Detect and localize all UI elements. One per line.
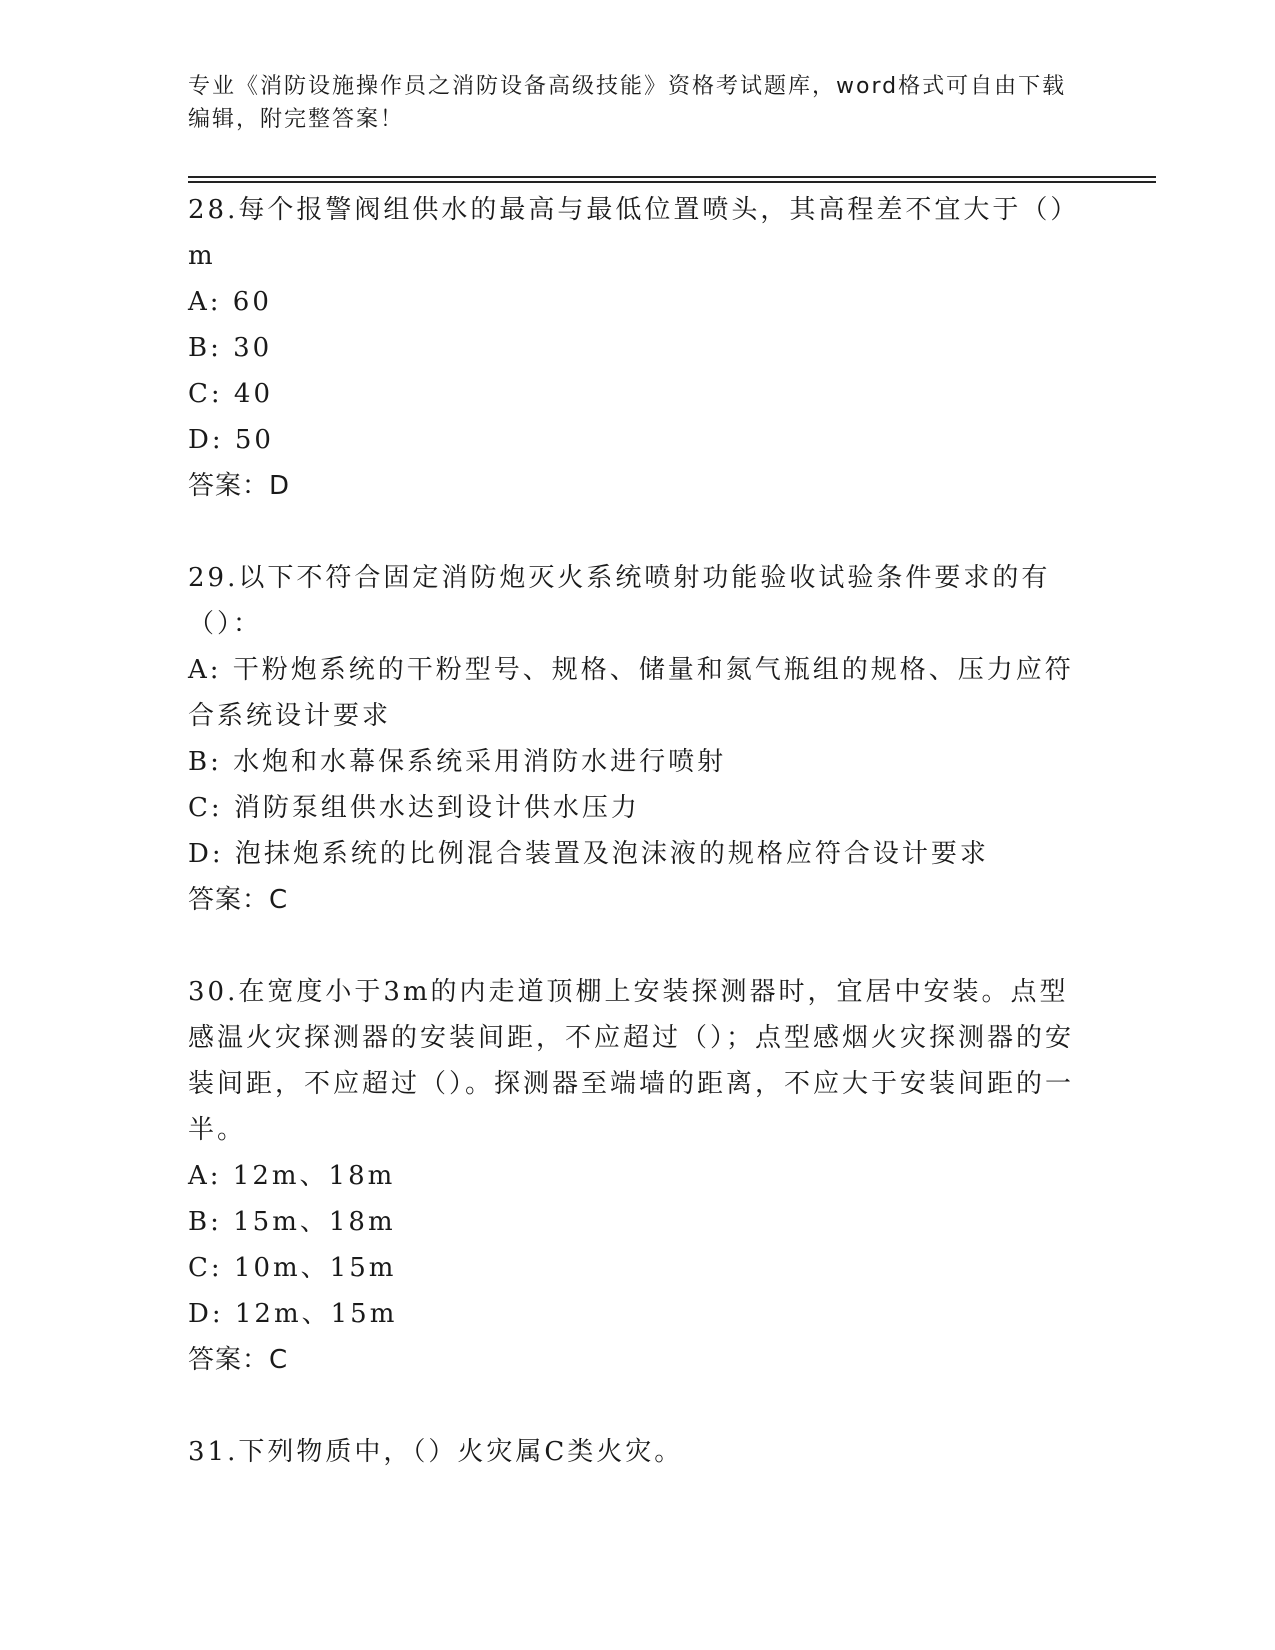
- document-header: 专业《消防设施操作员之消防设备高级技能》资格考试题库，word格式可自由下载编辑，附完整答案！: [188, 74, 1067, 132]
- question-list: [188, 187, 1088, 1521]
- option-b: B: 30: [188, 333, 273, 363]
- option-d: D: 12m、15m: [188, 1299, 398, 1329]
- question-30: [188, 969, 1088, 1383]
- option-c: C: 40: [188, 379, 274, 409]
- question-text: 28.每个报警阀组供水的最高与最低位置喷头，其高程差不宜大于（）m: [188, 195, 1080, 271]
- question-text: 30.在宽度小于3m的内走道顶棚上安装探测器时，宜居中安装。点型感温火灾探测器的安装间距，不应超过（）；点型感烟火灾探测器的安装间距，不应超过（）。探测器至端墙的距离，不应大于安装间距的一半。: [188, 977, 1075, 1145]
- option-d: D: 泡抹炮系统的比例混合装置及泡沫液的规格应符合设计要求: [188, 839, 989, 869]
- header-divider-top: [188, 176, 1156, 178]
- question-29: [188, 555, 1088, 923]
- option-d: D: 50: [188, 425, 274, 455]
- option-a: A: 干粉炮系统的干粉型号、规格、储量和氮气瓶组的规格、压力应符合系统设计要求: [188, 655, 1074, 731]
- header-divider-bottom: [188, 181, 1156, 183]
- question-31: [188, 1429, 1088, 1475]
- answer: 答案：C: [188, 1345, 289, 1375]
- answer: 答案：D: [188, 471, 291, 501]
- option-a: A: 12m、18m: [188, 1161, 396, 1191]
- option-b: B: 15m、18m: [188, 1207, 396, 1237]
- question-text: 29.以下不符合固定消防炮灭火系统喷射功能验收试验条件要求的有（）：: [188, 563, 1051, 639]
- answer: 答案：C: [188, 885, 289, 915]
- option-a: A: 60: [188, 287, 272, 317]
- question-text: 31.下列物质中，（）火灾属C类火灾。: [188, 1437, 684, 1467]
- option-c: C: 消防泵组供水达到设计供水压力: [188, 793, 640, 823]
- option-b: B: 水炮和水幕保系统采用消防水进行喷射: [188, 747, 727, 777]
- option-c: C: 10m、15m: [188, 1253, 397, 1283]
- question-28: [188, 187, 1088, 509]
